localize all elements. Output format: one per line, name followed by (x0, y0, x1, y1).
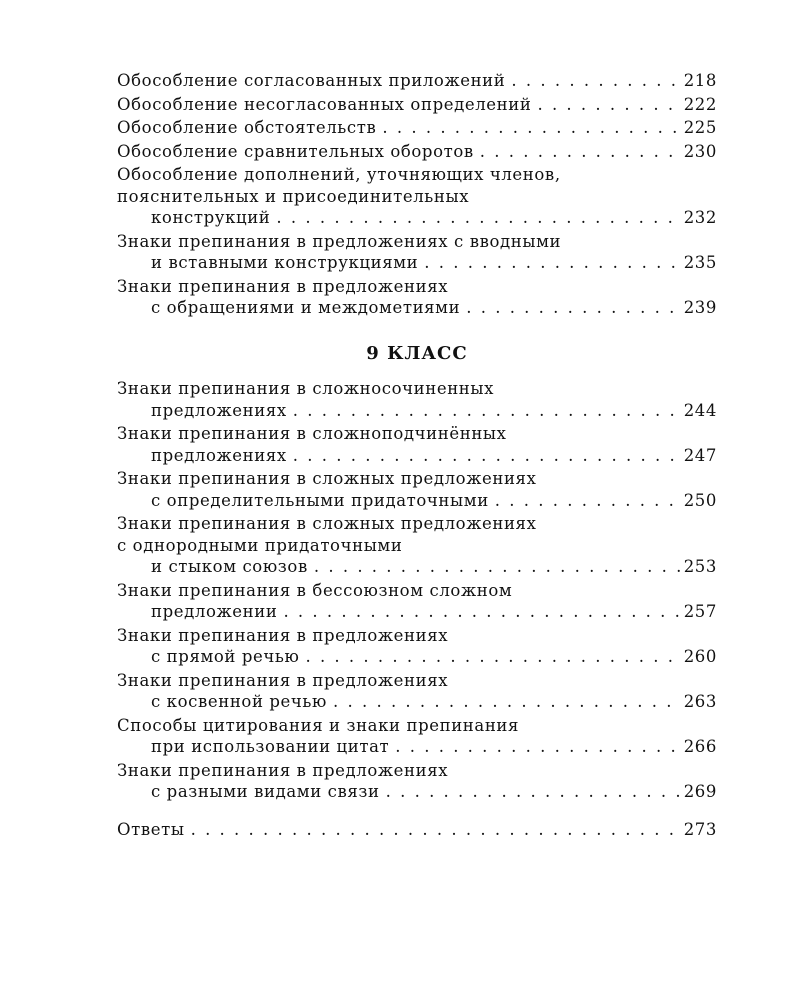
toc-entry-line: пояснительных и присоединительных (117, 186, 470, 206)
page-number: 253 (683, 557, 717, 576)
toc-entry (117, 231, 717, 274)
page-number: 260 (683, 647, 717, 666)
page-number: 230 (683, 141, 717, 161)
toc-entry-line: Знаки препинания в предложениях (117, 670, 449, 690)
toc-entry-title: Обособление согласованных приложений (117, 71, 506, 90)
toc-entry-last-line (117, 70, 717, 92)
toc-entry (117, 670, 717, 713)
toc-entry-last-line (117, 646, 717, 668)
toc-entry-last-line (117, 736, 717, 758)
toc-entry-line: Знаки препинания в сложносочиненных (117, 379, 495, 398)
page-number: 244 (683, 400, 717, 420)
toc-entry-last-line (117, 556, 717, 578)
toc-entry-line: Способы цитирования и знаки препинания (117, 715, 520, 735)
toc-entry-title: с прямой речью (151, 647, 300, 666)
toc-entry (117, 276, 717, 319)
page-number: 250 (683, 490, 717, 510)
toc-entry-last-line (117, 819, 717, 841)
toc-entry (117, 625, 717, 668)
dot-leader (474, 141, 680, 163)
toc-entry (117, 70, 717, 92)
toc-entry-line: Знаки препинания в сложных предложениях (117, 469, 537, 488)
toc-entry-title: с косвенной речью (151, 692, 327, 711)
toc-entry (117, 117, 717, 139)
dot-leader (505, 70, 679, 92)
page-number: 222 (683, 94, 717, 114)
dot-leader (376, 117, 679, 139)
page-number: 269 (683, 782, 717, 801)
toc-entry-last-line (117, 691, 717, 713)
dot-leader (380, 781, 680, 803)
toc-entry-last-line (117, 94, 717, 116)
table-of-contents (117, 70, 717, 842)
dot-leader (270, 207, 679, 229)
toc-entry (117, 141, 717, 163)
toc-entry-title: Обособление обстоятельств (117, 118, 377, 137)
toc-entry-title: Ответы (117, 819, 185, 839)
toc-entry-last-line (117, 117, 717, 139)
dot-leader (287, 400, 680, 422)
toc-entry-title: с определительными придаточными (151, 490, 489, 510)
page-number: 266 (683, 737, 717, 756)
dot-leader (185, 819, 680, 841)
page-number: 273 (683, 819, 717, 839)
toc-entry-title: и стыком союзов (151, 557, 308, 576)
toc-entry-title: с разными видами связи (151, 782, 380, 801)
toc-entry-title: конструкций (151, 208, 271, 227)
dot-leader (489, 490, 680, 512)
toc-entry-title: Обособление несогласованных определений (117, 94, 532, 114)
toc-entry-line: Знаки препинания в предложениях (117, 625, 449, 645)
toc-entry-last-line (117, 490, 717, 512)
dot-leader (389, 736, 679, 758)
toc-entry-title: предложениях (151, 400, 287, 420)
toc-entry (117, 94, 717, 116)
dot-leader (299, 646, 679, 668)
toc-entry (117, 580, 717, 623)
toc-entry-last-line (117, 141, 717, 163)
toc-entry-title: и вставными конструкциями (151, 253, 419, 272)
toc-entry (117, 378, 717, 421)
toc-entry (117, 715, 717, 758)
section-gap (117, 805, 717, 819)
page-number: 247 (683, 445, 717, 465)
toc-entry (117, 760, 717, 803)
dot-leader (277, 601, 679, 623)
page-number: 225 (683, 118, 717, 137)
toc-entry-title: предложениях (151, 445, 287, 465)
toc-entry-last-line (117, 297, 717, 319)
dot-leader (308, 556, 680, 578)
toc-entry-last-line (117, 207, 717, 229)
page-number: 235 (683, 253, 717, 272)
toc-entry (117, 513, 717, 578)
toc-entry-line: с однородными придаточными (117, 535, 403, 555)
toc-entry-title: при использовании цитат (151, 737, 390, 756)
toc-entry-last-line (117, 781, 717, 803)
dot-leader (531, 94, 679, 116)
toc-entry-line: Знаки препинания в предложениях с вводными (117, 231, 562, 251)
toc-entry-line: Обособление дополнений, уточняющих членов, (117, 165, 561, 184)
page-number: 232 (683, 208, 717, 227)
toc-entry-last-line (117, 252, 717, 274)
page-number: 218 (683, 71, 717, 90)
toc-entry-line: Знаки препинания в предложениях (117, 760, 449, 780)
dot-leader (327, 691, 680, 713)
toc-entry-line: Знаки препинания в бессоюзном сложном (117, 580, 513, 600)
page-number: 257 (683, 602, 717, 621)
toc-entry-title: с обращениями и междометиями (151, 298, 461, 317)
toc-entry-last-line (117, 601, 717, 623)
dot-leader (418, 252, 679, 274)
page-number: 239 (683, 298, 717, 317)
section-heading: 9 КЛАСС (366, 342, 468, 364)
toc-entry-line: Знаки препинания в сложных предложениях (117, 514, 537, 533)
toc-entry-line: Знаки препинания в сложноподчинённых (117, 424, 507, 443)
toc-entry-last-line (117, 400, 717, 422)
toc-entry (117, 164, 717, 229)
toc-entry-line: Знаки препинания в предложениях (117, 276, 449, 296)
toc-entry (117, 423, 717, 466)
page-number: 263 (683, 692, 717, 711)
toc-entry (117, 468, 717, 511)
toc-entry-last-line (117, 445, 717, 467)
toc-entry (117, 819, 717, 841)
toc-entry-title: Обособление сравнительных оборотов (117, 141, 474, 161)
dot-leader (287, 445, 680, 467)
dot-leader (460, 297, 679, 319)
toc-entry-title: предложении (151, 602, 278, 621)
